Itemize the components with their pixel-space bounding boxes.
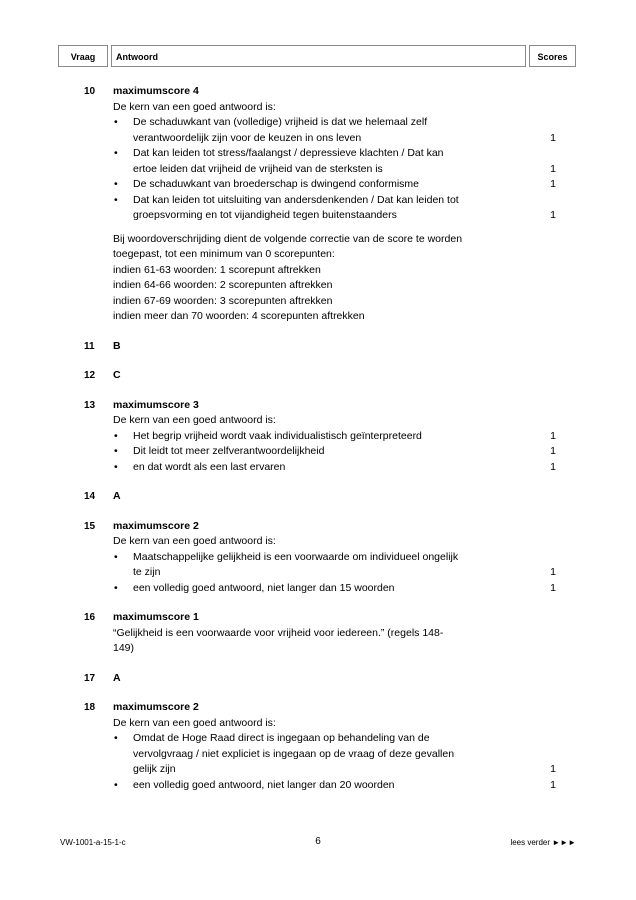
page-number: 6 — [315, 836, 321, 847]
answer-item: • Dit leidt tot meer zelfverantwoordelijkheid 1 — [113, 444, 528, 460]
question-16 — [0, 610, 636, 657]
item-score: 1 — [550, 763, 556, 775]
max-score: maximumscore 4 — [113, 85, 199, 97]
answer-letter: A — [113, 490, 121, 502]
bullet-icon: • — [114, 178, 118, 190]
answer-item: • een volledig goed antwoord, niet langer dan 15 woorden 1 — [113, 581, 528, 597]
bullet-icon: • — [114, 147, 118, 159]
question-17 — [0, 671, 636, 687]
footer-next-link: lees verder ►►► — [510, 838, 576, 847]
item-score: 1 — [550, 778, 556, 791]
intro-text: De kern van een goed antwoord is: — [113, 414, 276, 426]
answer-item: • een volledig goed antwoord, niet langer dan 20 woorden 1 — [113, 778, 528, 794]
intro-text: De kern van een goed antwoord is: — [113, 716, 276, 729]
question-number: 17 — [84, 672, 96, 684]
intro-text: De kern van een goed antwoord is: — [113, 535, 276, 547]
answer-item: • Dat kan leiden tot stress/faalangst / depressieve klachten / Dat kan ertoe leiden dat vrijheid de vrijheid van de sterksten is 1 — [113, 146, 528, 177]
bullet-icon: • — [114, 778, 118, 791]
max-score: maximumscore 2 — [113, 701, 199, 713]
max-score: maximumscore 3 — [113, 398, 199, 411]
answer-item: • Dat kan leiden tot uitsluiting van andersdenkenden / Dat kan leiden tot groepsvorming en tot vijandigheid tegen buitenstaanders 1 — [113, 193, 528, 224]
item-score: 1 — [550, 162, 556, 175]
bullet-icon: • — [114, 193, 118, 206]
bullet-icon: • — [114, 116, 118, 128]
question-number: 13 — [84, 399, 96, 411]
question-14 — [0, 489, 636, 505]
question-11 — [0, 339, 636, 355]
max-score: maximumscore 2 — [113, 519, 199, 532]
item-score: 1 — [550, 178, 556, 190]
item-score: 1 — [550, 581, 556, 594]
answer-letter: A — [113, 671, 121, 684]
question-number: 15 — [84, 520, 96, 532]
intro-text: De kern van een goed antwoord is: — [113, 100, 276, 113]
correction-note: Bij woordoverschrijding dient de volgende correctie van de score te worden toegepast, tot een minimum van 0 scorepunten: indien 61-63 woorden: 1 scorepunt aftrekken indien 64-66 woorden: 2 scorepunten aftrekken indien 67-69 woorden: 3 scorepunten aftrekken indien meer dan 70 woorden: 4 scorepunten aftrekken — [113, 232, 463, 322]
question-13 — [0, 398, 636, 476]
answer-quote: “Gelijkheid is een voorwaarde voor vrijheid voor iedereen.” (regels 148- — [113, 626, 444, 639]
answer-item: • Maatschappelijke gelijkheid is een voorwaarde om individueel ongelijk te zijn 1 — [113, 550, 528, 581]
answer-quote-cont: 149) — [113, 642, 135, 654]
question-15 — [0, 519, 636, 597]
answer-item: • De schaduwkant van (volledige) vrijheid is dat we helemaal zelf verantwoordelijk zijn voor de keuzen in ons leven 1 — [113, 115, 528, 146]
item-score: 1 — [550, 566, 556, 578]
bullet-icon: • — [114, 581, 118, 594]
bullet-icon: • — [114, 550, 118, 563]
question-number: 18 — [84, 702, 96, 713]
item-score: 1 — [550, 445, 556, 457]
header-antwoord: Antwoord — [111, 45, 526, 67]
question-12 — [0, 368, 636, 384]
header-vraag: Vraag — [58, 45, 108, 67]
bullet-icon: • — [114, 429, 118, 442]
answer-content — [0, 84, 636, 807]
footer-code: VW-1001-a-15-1-c — [60, 838, 126, 847]
max-score: maximumscore 1 — [113, 611, 199, 623]
bullet-icon: • — [114, 732, 118, 744]
item-score: 1 — [550, 460, 556, 473]
bullet-icon: • — [114, 445, 118, 457]
answer-item: • en dat wordt als een last ervaren 1 — [113, 460, 528, 476]
answer-letter: C — [113, 369, 121, 381]
question-number: 11 — [84, 340, 95, 352]
item-score: 1 — [550, 429, 556, 442]
question-number: 14 — [84, 491, 96, 502]
question-18 — [0, 700, 636, 793]
item-score: 1 — [550, 209, 556, 221]
bullet-icon: • — [114, 460, 118, 473]
question-number: 16 — [84, 612, 96, 623]
answer-item: • De schaduwkant van broederschap is dwingend conformisme 1 — [113, 177, 528, 193]
header-scores: Scores — [529, 45, 576, 67]
question-number: 12 — [84, 370, 96, 381]
answer-letter: B — [113, 339, 121, 352]
answer-item: • Omdat de Hoge Raad direct is ingegaan op behandeling van de vervolgvraag / niet expliciet is ingegaan op de vraag of deze gevallen gelijk zijn 1 — [113, 731, 528, 778]
answer-item: • Het begrip vrijheid wordt vaak individualistisch geïnterpreteerd 1 — [113, 429, 528, 445]
question-10 — [0, 84, 636, 325]
question-number: 10 — [84, 86, 96, 97]
item-score: 1 — [550, 131, 556, 144]
